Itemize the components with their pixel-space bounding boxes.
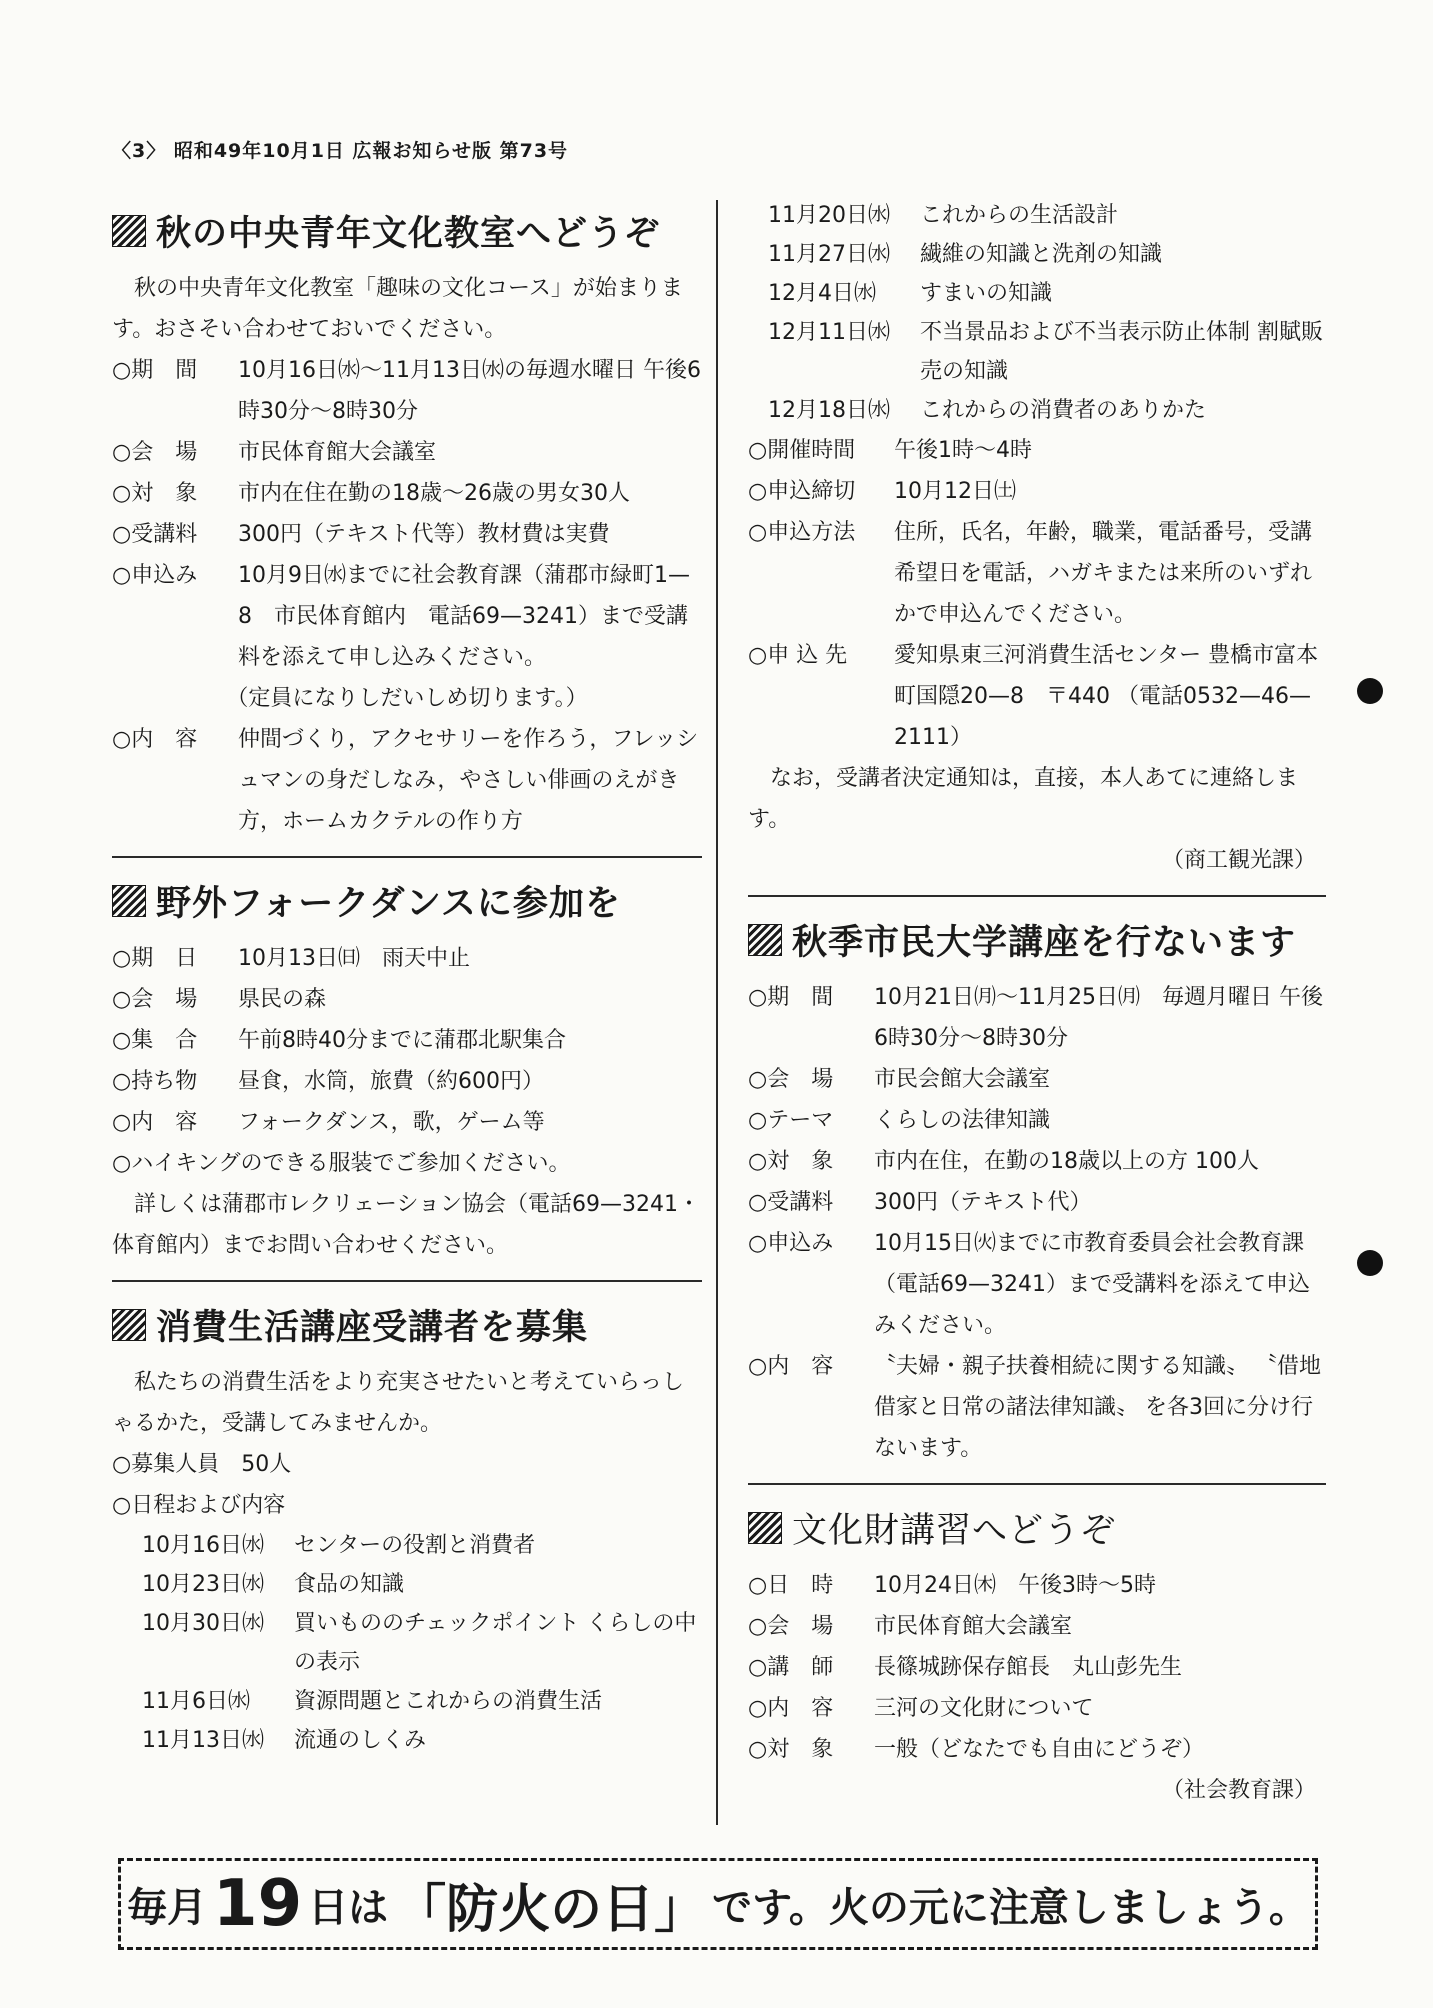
contact-note: 詳しくは蒲郡市レクリェーション協会（電話69—3241・体育館内）までお問い合わせください。 bbox=[112, 1192, 701, 1258]
section-title: 秋の中央青年文化教室へどうぞ bbox=[112, 206, 702, 256]
left-column bbox=[112, 196, 702, 1760]
info-row: ○対 象 一般（どなたでも自由にどうぞ） bbox=[748, 1737, 1205, 1762]
info-row: ○申込締切 10月12日㈯ bbox=[748, 479, 1016, 504]
hatch-mark-icon bbox=[748, 1512, 782, 1544]
binding-hole-dot bbox=[1357, 678, 1383, 704]
info-row: ○講 師 長篠城跡保存館長 丸山彭先生 bbox=[748, 1655, 1183, 1680]
section-intro: 秋の中央青年文化教室「趣味の文化コース」が始まります。おさそい合わせておいでください。 bbox=[112, 276, 683, 342]
page-header: 〈3〉 昭和49年10月1日 広報お知らせ版 第73号 bbox=[112, 140, 569, 162]
section-title: 秋季市民大学講座を行ないます bbox=[748, 915, 1326, 965]
info-row: ○申込み 10月9日㈬までに社会教育課（蒲郡市緑町1—8 市民体育館内 電話69—3241）まで受講料を添えて申し込みください。 bbox=[112, 563, 690, 670]
info-row: ○対 象 市内在住在勤の18歳〜26歳の男女30人 bbox=[112, 481, 630, 506]
info-row: ○申 込 先 愛知県東三河消費生活センター 豊橋市富本町国隠20—8 〒440 （電話0532—46—2111） bbox=[748, 643, 1319, 750]
hatch-mark-icon bbox=[112, 215, 146, 247]
schedule-row: 10月16日㈬ センターの役割と消費者 bbox=[142, 1533, 536, 1558]
hatch-mark-icon bbox=[112, 1309, 146, 1341]
info-row: ○会 場 県民の森 bbox=[112, 987, 327, 1012]
hatch-mark-icon bbox=[748, 924, 782, 956]
right-column bbox=[748, 196, 1326, 1811]
section-folk-dance bbox=[112, 876, 702, 1266]
schedule-row: 11月20日㈬ これからの生活設計 bbox=[768, 203, 1119, 228]
info-row: ○内 容 仲間づくり，アクセサリーを作ろう，フレッシュマンの身だしなみ，やさしい俳画のえがき方，ホームカクテルの作り方 bbox=[112, 727, 699, 834]
info-row: ○期 間 10月21日㈪〜11月25日㈪ 毎週月曜日 午後6時30分〜8時30分 bbox=[748, 985, 1323, 1051]
schedule-row: 12月18日㈬ これからの消費者のありかた bbox=[768, 398, 1207, 423]
notice-text: なお，受講者決定通知は，直接，本人あてに連絡します。 bbox=[748, 766, 1299, 832]
info-row: ○受講料 300円（テキスト代等）教材費は実費 bbox=[112, 522, 610, 547]
department-credit: （社会教育課） bbox=[1161, 1778, 1316, 1803]
section-consumer-course-continued bbox=[748, 196, 1326, 881]
schedule-label: ○日程および内容 bbox=[112, 1493, 286, 1518]
info-row: ○会 場 市民体育館大会議室 bbox=[112, 440, 437, 465]
deadline-note: （定員になりしだいしめ切ります。） bbox=[226, 686, 588, 711]
section-title: 消費生活講座受講者を募集 bbox=[112, 1300, 702, 1350]
info-row: ○申込み 10月15日㈫までに市教育委員会社会教育課（電話69—3241）まで受講料を添えて申込みください。 bbox=[748, 1231, 1310, 1338]
section-title: 文化財講習へどうぞ bbox=[748, 1503, 1326, 1553]
hatch-mark-icon bbox=[112, 885, 146, 917]
column-divider bbox=[716, 200, 718, 1825]
section-divider bbox=[112, 1280, 702, 1282]
section-consumer-course bbox=[112, 1300, 702, 1760]
recruit-count: ○募集人員 50人 bbox=[112, 1452, 292, 1477]
info-row: ○受講料 300円（テキスト代） bbox=[748, 1190, 1092, 1215]
info-row: ○期 日 10月13日㈰ 雨天中止 bbox=[112, 946, 470, 971]
schedule-row: 11月27日㈬ 繊維の知識と洗剤の知識 bbox=[768, 242, 1163, 267]
info-row: ○集 合 午前8時40分までに蒲郡北駅集合 bbox=[112, 1028, 566, 1053]
section-intro: 私たちの消費生活をより充実させたいと考えていらっしゃるかた，受講してみませんか。 bbox=[112, 1370, 685, 1436]
schedule-row: 11月6日㈬ 資源問題とこれからの消費生活 bbox=[142, 1689, 603, 1714]
schedule-row: 12月11日㈬ 不当景品および不当表示防止体制 割賦販売の知識 bbox=[768, 320, 1323, 384]
section-divider bbox=[748, 895, 1326, 897]
info-row: ○内 容 三河の文化財について bbox=[748, 1696, 1094, 1721]
info-row: ○対 象 市内在住，在勤の18歳以上の方 100人 bbox=[748, 1149, 1259, 1174]
binding-hole-dot bbox=[1357, 1250, 1383, 1276]
schedule-row: 12月4日㈬ すまいの知識 bbox=[768, 281, 1053, 306]
schedule-row: 10月30日㈬ 買いもののチェックポイント くらしの中の表示 bbox=[142, 1611, 697, 1675]
section-cultural-assets bbox=[748, 1503, 1326, 1811]
schedule-row: 11月13日㈬ 流通のしくみ bbox=[142, 1728, 427, 1753]
info-row: ○期 間 10月16日㈬〜11月13日㈬の毎週水曜日 午後6時30分〜8時30分 bbox=[112, 358, 701, 424]
section-youth-culture bbox=[112, 206, 702, 842]
section-citizen-university bbox=[748, 915, 1326, 1469]
department-credit: （商工観光課） bbox=[1161, 848, 1316, 873]
info-row: ○会 場 市民会館大会議室 bbox=[748, 1067, 1051, 1092]
section-divider bbox=[112, 856, 702, 858]
section-divider bbox=[748, 1483, 1326, 1485]
info-row: ○開催時間 午後1時〜4時 bbox=[748, 438, 1032, 463]
info-row: ○内 容 フォークダンス，歌，ゲーム等 bbox=[112, 1110, 545, 1135]
info-row: ○申込方法 住所，氏名，年齢，職業，電話番号，受講希望日を電話，ハガキまたは来所のいずれかで申込んでください。 bbox=[748, 520, 1313, 627]
section-title: 野外フォークダンスに参加を bbox=[112, 876, 702, 926]
info-row: ○日 時 10月24日㈭ 午後3時〜5時 bbox=[748, 1573, 1156, 1598]
info-row: ○会 場 市民体育館大会議室 bbox=[748, 1614, 1073, 1639]
info-row: ○内 容 〝夫婦・親子扶養相続に関する知識〟 〝借地借家と日常の諸法律知識〟 を各3回に分け行ないます。 bbox=[748, 1354, 1321, 1461]
info-row: ○テーマ くらしの法律知識 bbox=[748, 1108, 1051, 1133]
fire-prevention-banner: 毎月 19 日は 「防火の日」 です。火の元に注意しましょう。 bbox=[118, 1858, 1318, 1950]
schedule-row: 10月23日㈬ 食品の知識 bbox=[142, 1572, 405, 1597]
info-row: ○持ち物 昼食，水筒，旅費（約600円） bbox=[112, 1069, 544, 1094]
attire-note: ○ハイキングのできる服装でご参加ください。 bbox=[112, 1151, 571, 1176]
